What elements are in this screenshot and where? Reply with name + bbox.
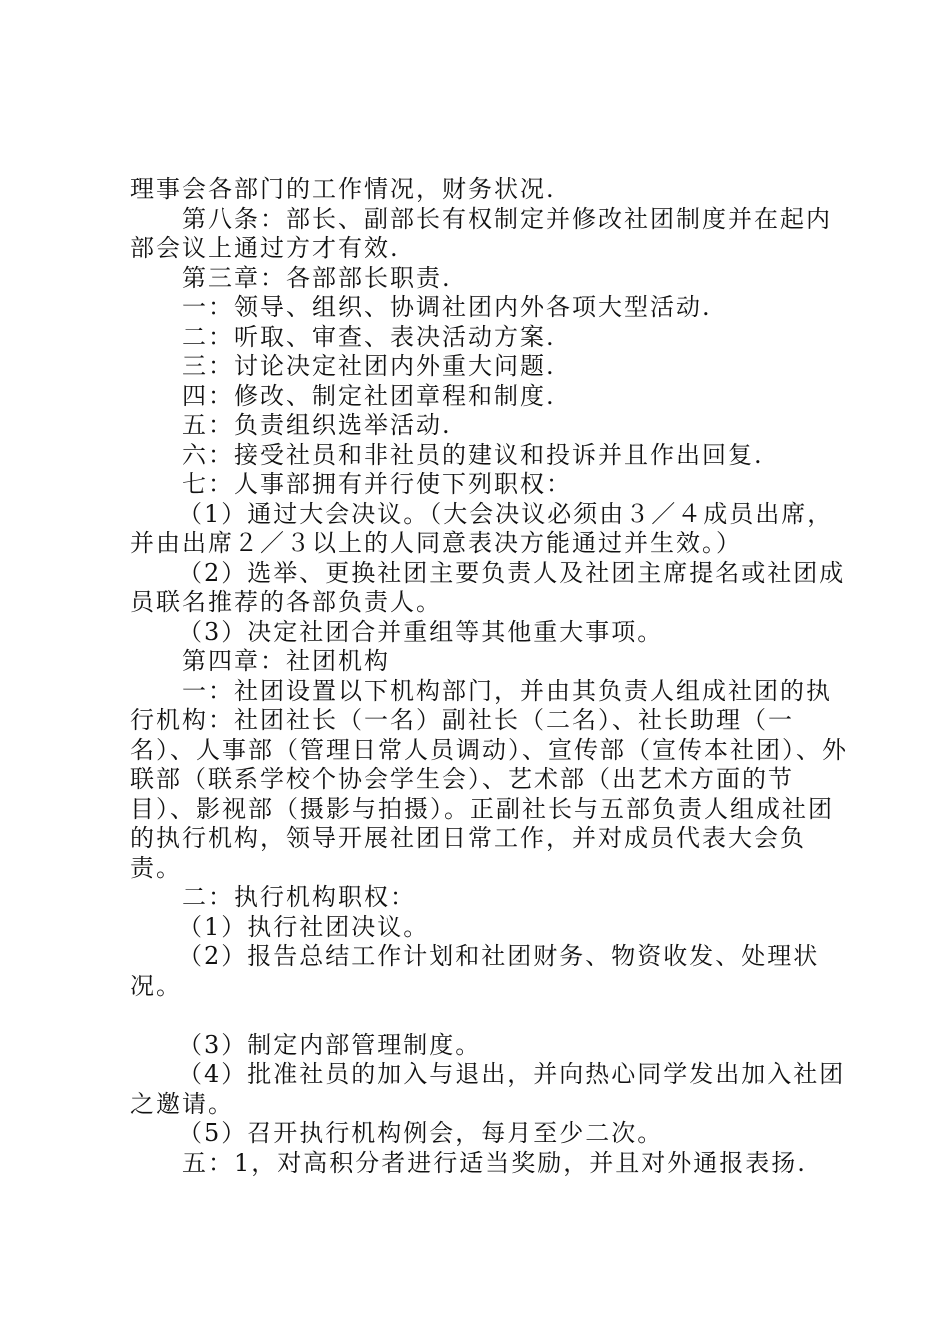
chapter-four-heading: 第四章：社团机构 bbox=[182, 647, 390, 675]
paragraph-duty-two: 二：听取、审查、表决活动方案. bbox=[182, 322, 556, 351]
paragraph-duty-three: 三：讨论决定社团内外重大问题. bbox=[182, 352, 556, 380]
paragraph-duty-four: 四：修改、制定社团章程和制度. bbox=[182, 381, 556, 410]
paragraph-structure-two: 二：执行机构职权： bbox=[182, 883, 416, 911]
paragraph-duty-seven: 七：人事部拥有并行使下列职权： bbox=[182, 470, 572, 498]
paragraph-duty-one: 一：领导、组织、协调社团内外各项大型活动. bbox=[182, 293, 712, 321]
paragraph-power-two: （2）选举、更换社团主要负责人及社团主席提名或社团成员联名推荐的各部负责人。 bbox=[130, 558, 846, 616]
paragraph-power-three: （3）决定社团合并重组等其他重大事项。 bbox=[178, 617, 664, 646]
paragraph-duty-six: 六：接受社员和非社员的建议和投诉并且作出回复. bbox=[182, 440, 764, 469]
document-body bbox=[130, 175, 850, 1178]
paragraph-exec-power-two: （2）报告总结工作计划和社团财务、物资收发、处理状况。 bbox=[130, 942, 820, 1000]
paragraph-article-eight: 第八条：部长、副部长有权制定并修改社团制度并在起内部会议上通过方才有效. bbox=[130, 204, 832, 262]
paragraph-exec-power-three: （3）制定内部管理制度。 bbox=[178, 1030, 482, 1059]
paragraph-exec-power-four: （4）批准社员的加入与退出，并向热心同学发出加入社团之邀请。 bbox=[130, 1060, 846, 1118]
paragraph-finance-status: 理事会各部门的工作情况，财务状况. bbox=[130, 175, 556, 203]
blank-line bbox=[130, 1001, 850, 1031]
paragraph-structure-one: 一：社团设置以下机构部门，并由其负责人组成社团的执行机构：社团社长（一名）副社长（二名）、社长助理（一名）、人事部（管理日常人员调动）、宣传部（宣传本社团）、外联部（联系学校个协会学生会）、艺术部（出艺术方面的节目）、影视部（摄影与拍摄）。正副社长与五部负责人组成社团的执行机构，领导开展社团日常工作，并对成员代表大会负责。 bbox=[130, 676, 848, 882]
paragraph-power-one: （1）通过大会决议。（大会决议必须由３／４成员出席，并由出席２／３以上的人同意表决方能通过并生效。） bbox=[130, 499, 834, 557]
chapter-three-heading: 第三章：各部部长职责. bbox=[182, 263, 452, 292]
paragraph-exec-power-one: （1）执行社团决议。 bbox=[178, 912, 430, 941]
paragraph-reward: 五：1，对高积分者进行适当奖励，并且对外通报表扬. bbox=[182, 1148, 807, 1177]
paragraph-duty-five: 五：负责组织选举活动. bbox=[182, 411, 452, 439]
paragraph-exec-power-five: （5）召开执行机构例会，每月至少二次。 bbox=[178, 1119, 664, 1147]
